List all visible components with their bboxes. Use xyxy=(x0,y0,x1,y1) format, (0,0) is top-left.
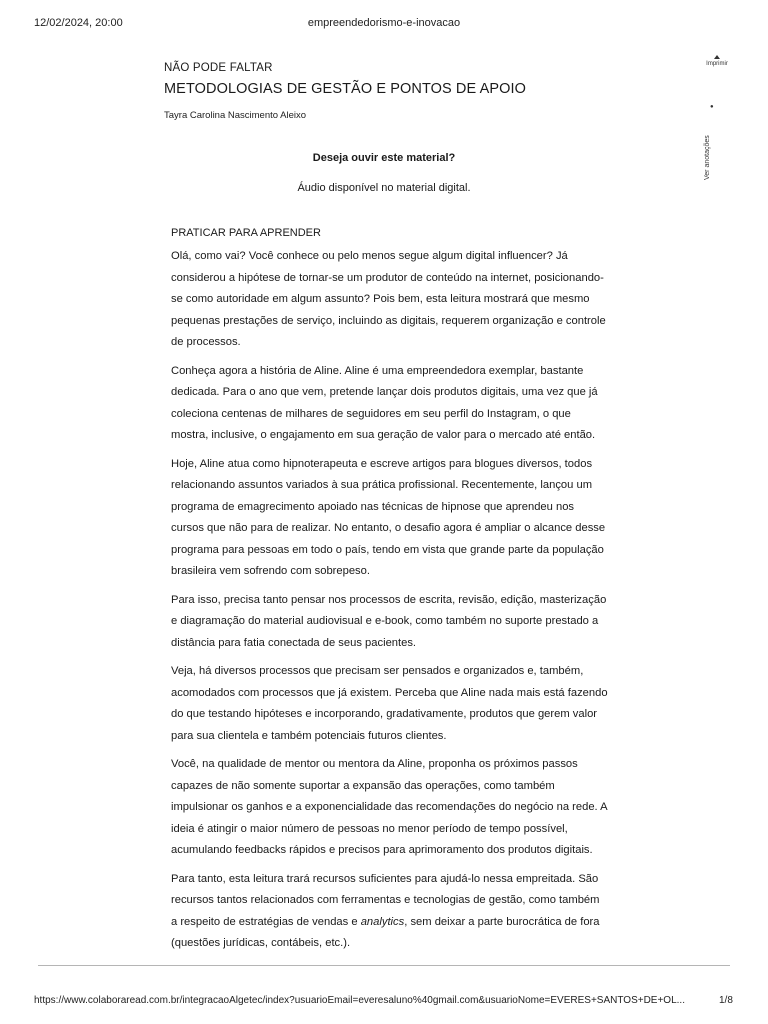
section-kicker: NÃO PODE FALTAR xyxy=(164,62,273,74)
paragraph: Você, na qualidade de mentor ou mentora da Aline, proponha os próximos passos capazes de não somente suportar a expansão das operações, como também impulsionar os ganhos e a exponencialidade das recomendações do negócio na rede. A ideia é atingir o maior número de pessoas no menor período de tempo possível, acumulando feedbacks rápidos e precisos para aprimoramento dos produtos digitais. xyxy=(171,758,607,856)
paragraph: Olá, como vai? Você conhece ou pelo menos segue algum digital influencer? Já considerou a hipótese de tornar-se um produtor de conteúdo na internet, posicionando-se como autoridade em algum assunto? Pois bem, esta leitura mostrará que mesmo pequenas prestações de serviço, incluindo as digitais, requerem organização e controle de processos. xyxy=(171,250,606,348)
document-header xyxy=(164,60,624,122)
arrow-up-icon xyxy=(714,55,720,59)
note-icon[interactable]: ● xyxy=(710,104,714,110)
paragraph-text: , sem deixar a parte burocrática de fora (questões jurídicas, contábeis, etc.). xyxy=(171,915,600,949)
print-date: 12/02/2024, 20:00 xyxy=(34,17,123,29)
page-divider xyxy=(38,965,730,966)
side-tools xyxy=(692,50,742,200)
audio-question: Deseja ouvir este material? xyxy=(312,152,456,164)
paragraph: Para isso, precisa tanto pensar nos processos de escrita, revisão, edição, masterização e diagramação do material audiovisual e e-book, como também no suporte prestado a distância para fatia conectada de seus pacientes. xyxy=(171,593,607,649)
emphasis-text: analytics xyxy=(360,915,405,928)
audio-notice xyxy=(164,150,604,196)
audio-subtitle: Áudio disponível no material digital. xyxy=(297,182,471,194)
section-title: PRATICAR PARA APRENDER xyxy=(171,227,321,239)
paragraph: Veja, há diversos processos que precisam ser pensados e organizados e, também, acomodados com processos que já existem. Perceba que Aline nada mais está fazendo do que testando hipóteses e incorporando, gradativamente, produtos que gerem valor para sua clientela e também potenciais futuros clientes. xyxy=(171,665,608,742)
page-counter: 1/8 xyxy=(719,995,733,1006)
print-button[interactable] xyxy=(692,50,742,68)
print-label: Imprimir xyxy=(706,61,728,67)
print-footer xyxy=(0,995,768,1009)
paragraph-last xyxy=(171,869,608,955)
paragraph-text: Para tanto, esta leitura trará recursos suficientes para ajudá-lo nessa empreitada. São recursos tantos relacionados com ferramentas e tecnologias de gestão, como também a respeito de estratégias de vendas e xyxy=(171,872,600,928)
paragraph: Conheça agora a história de Aline. Aline é uma empreendedora exemplar, bastante dedicada. Para o ano que vem, pretende lançar dois produtos digitais, uma vez que já coleciona centenas de milhares de seguidores em seu perfil do Instagram, o que mostra, inclusive, o engajamento em sua geração de valor para o mercado até então. xyxy=(171,364,598,441)
page-title: METODOLOGIAS DE GESTÃO E PONTOS DE APOIO xyxy=(164,81,527,97)
author-name: Tayra Carolina Nascimento Aleixo xyxy=(164,110,307,121)
main-content xyxy=(171,224,608,966)
print-header xyxy=(0,17,768,31)
print-doc-title: empreendedorismo-e-inovacao xyxy=(307,17,461,29)
paragraph: Hoje, Aline atua como hipnoterapeuta e escreve artigos para blogues diversos, todos relacionando assuntos variados à sua prática profissional. Recentemente, lançou um programa de emagrecimento apoiado nas técnicas de hipnose que aprendeu nos cursos que não para de realizar. No entanto, o desafio agora é ampliar o alcance desse programa para pessoas em todo o país, tendo em vista que grande parte da população brasileira vem sofrendo com sobrepeso. xyxy=(171,457,606,577)
print-url: https://www.colaboraread.com.br/integracaoAlgetec/index?usuarioEmail=everesaluno%40gmail.com&usuarioNome=EVERES+SANTOS+DE+OL... xyxy=(34,995,685,1006)
notes-button[interactable]: Ver anotações xyxy=(704,135,711,180)
